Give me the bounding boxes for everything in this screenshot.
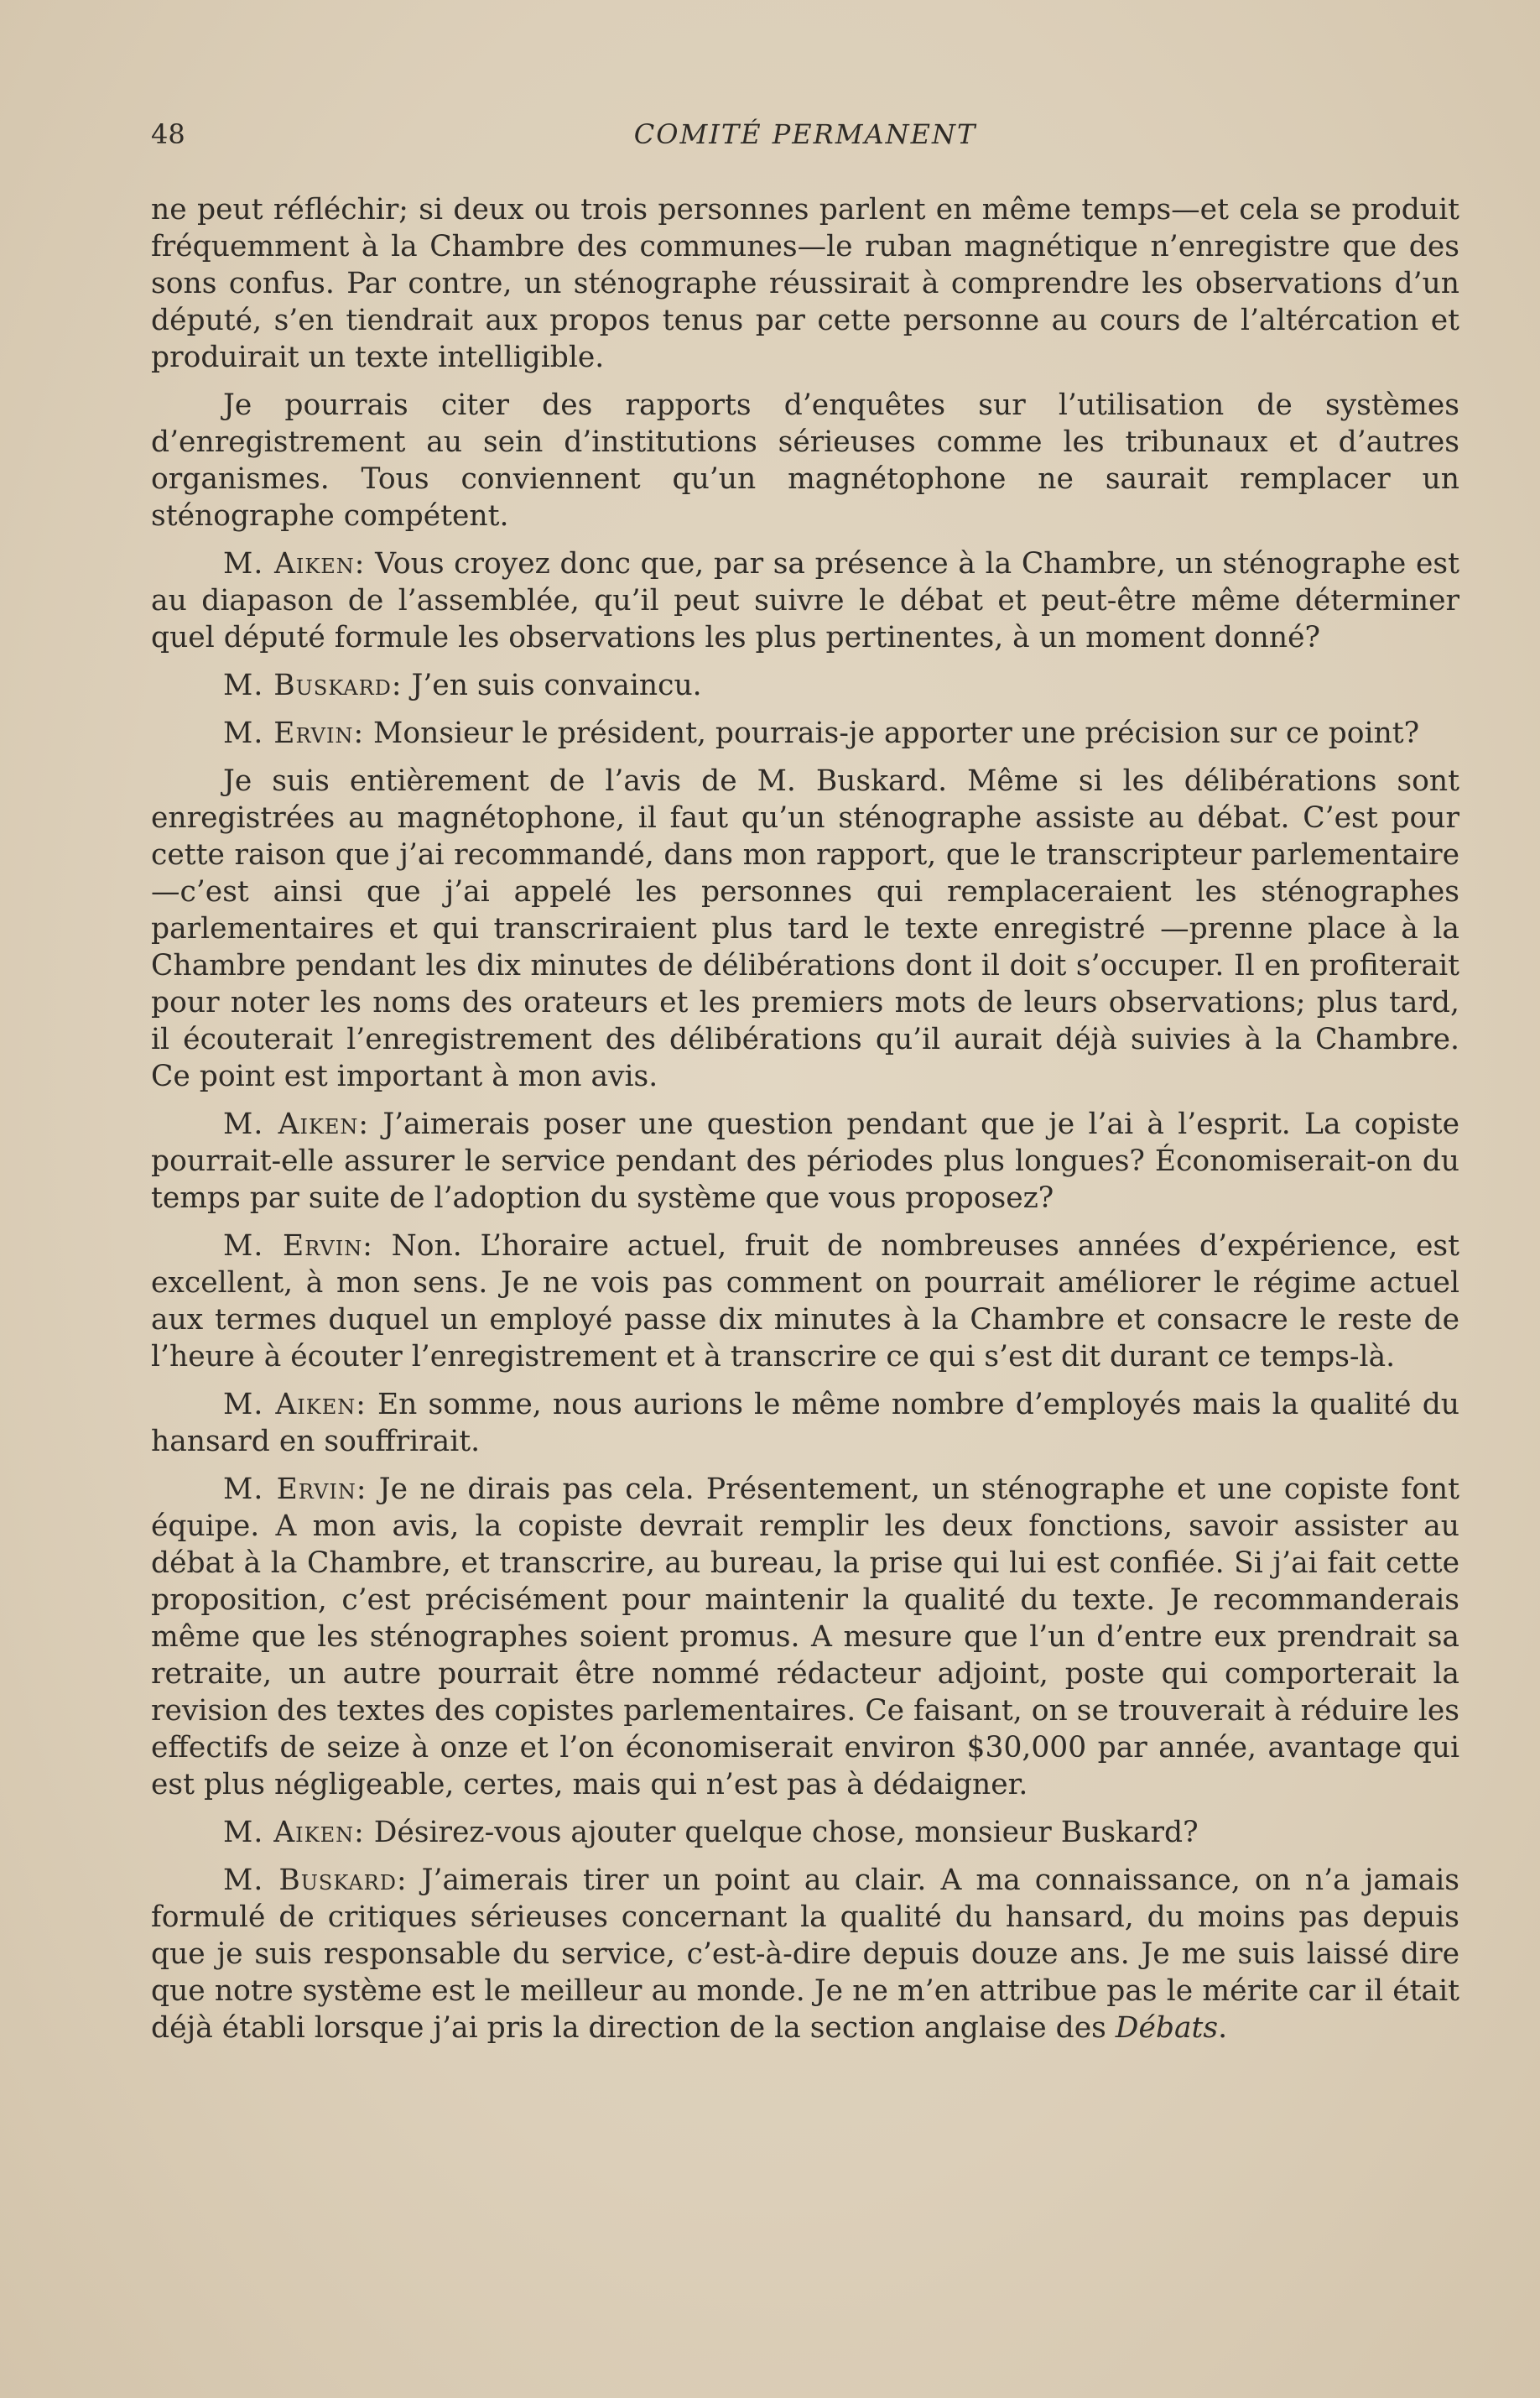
italic-title: Débats bbox=[1115, 2011, 1219, 2045]
speaker-name: M. Ervin: bbox=[223, 1473, 367, 1506]
page-header bbox=[151, 117, 1459, 151]
paragraph bbox=[151, 1106, 1459, 1217]
paragraph-text: Je pourrais citer des rapports d’enquêtes sur l’utilisation de systèmes d’enregistrement au sein d’institutions sérieuses comme les tribunaux et d’autres organismes. Tous conviennent qu’un magnétophone ne saurait remplacer un sténographe compétent. bbox=[151, 388, 1459, 533]
paragraph-text: J’aimerais poser une question pendant que je l’ai à l’esprit. La copiste pourrait-elle assurer le service pendant des périodes plus longues? Économiserait-on du temps par suite de l’adoption du système que vous proposez? bbox=[151, 1108, 1459, 1215]
speaker-name: M. Aiken: bbox=[223, 1108, 370, 1141]
speaker-name: M. Aiken: bbox=[223, 547, 366, 581]
running-head: COMITÉ PERMANENT bbox=[633, 118, 977, 150]
speaker-name: M. Ervin: bbox=[223, 717, 365, 750]
paragraph-text: ne peut réfléchir; si deux ou trois personnes parlent en même temps—et cela se produit fréquemment à la Chambre des communes—le ruban magnétique n’enregistre que des sons confus. Par contre, un sténographe réussirait à comprendre les observations d’un député, s’en tiendrait aux propos tenus par cette personne au cours de l’altércation et produirait un texte intelligible. bbox=[151, 193, 1459, 374]
paragraph-text: Je ne dirais pas cela. Présentement, un sténographe et une copiste font équipe. A mon avis, la copiste devrait remplir les deux fonctions, savoir assister au débat à la Chambre, et transcrire, au bureau, la prise qui lui est confiée. Si j’ai fait cette proposition, c’est précisément pour maintenir la qualité du texte. Je recommanderais même que les sténographes soient promus. A mesure que l’un d’entre eux prendrait sa retraite, un autre pourrait être nommé rédacteur adjoint, poste qui comporterait la revision des textes des copistes parlementaires. Ce faisant, on se trouverait à réduire les effectifs de seize à onze et l’on économiserait environ $30,000 par année, avantage qui est plus négligeable, certes, mais qui n’est pas à dédaigner. bbox=[151, 1473, 1459, 1801]
speaker-name: M. Aiken: bbox=[223, 1816, 365, 1849]
paragraph-text: Monsieur le président, pourrais-je apporter une précision sur ce point? bbox=[364, 717, 1420, 750]
paragraph bbox=[151, 387, 1459, 534]
speaker-name: M. Buskard: bbox=[223, 669, 403, 702]
paragraph-text: J’en suis convaincu. bbox=[402, 669, 702, 702]
paragraph-text: J’aimerais tirer un point au clair. A ma connaissance, on n’a jamais formulé de critiques sérieuses concernant la qualité du hansard, du moins pas depuis que je suis responsable du service, c’est-à-dire depuis douze ans. Je me suis laissé dire que notre système est le meilleur au monde. Je ne m’en attribue pas le mérite car il était déjà établi lorsque j’ai pris la direction de la section anglaise des bbox=[151, 1864, 1459, 2045]
paragraph-text: En somme, nous aurions le même nombre d’employés mais la qualité du hansard en souffrirait. bbox=[151, 1388, 1459, 1458]
paragraph bbox=[151, 763, 1459, 1095]
body-text bbox=[151, 191, 1459, 2057]
speaker-name: M. Buskard: bbox=[223, 1864, 408, 1897]
paragraph bbox=[151, 191, 1459, 376]
paragraph bbox=[151, 1862, 1459, 2046]
paragraph bbox=[151, 1228, 1459, 1375]
paragraph bbox=[151, 715, 1459, 752]
paragraph bbox=[151, 545, 1459, 656]
paragraph-text: Non. L’horaire actuel, fruit de nombreuses années d’expérience, est excellent, à mon sens. Je ne vois pas comment on pourrait améliorer le régime actuel aux termes duquel un employé passe dix minutes à la Chambre et consacre le reste de l’heure à écouter l’enregistrement et à transcrire ce qui s’est dit durant ce temps-là. bbox=[151, 1229, 1459, 1374]
paragraph bbox=[151, 1386, 1459, 1460]
speaker-name: M. Aiken: bbox=[223, 1388, 367, 1421]
paragraph-text: Désirez-vous ajouter quelque chose, monsieur Buskard? bbox=[364, 1816, 1199, 1849]
paragraph-text: Vous croyez donc que, par sa présence à la Chambre, un sténographe est au diapason de l’assemblée, qu’il peut suivre le débat et peut-être même déterminer quel député formule les observations les plus pertinentes, à un moment donné? bbox=[151, 547, 1459, 654]
final-punctuation: . bbox=[1218, 2011, 1228, 2045]
speaker-name: M. Ervin: bbox=[223, 1229, 373, 1263]
paragraph bbox=[151, 1814, 1459, 1851]
paragraph-text: Je suis entièrement de l’avis de M. Buskard. Même si les délibérations sont enregistrées au magnétophone, il faut qu’un sténographe assiste au débat. C’est pour cette raison que j’ai recommandé, dans mon rapport, que le transcripteur parlementaire—c’est ainsi que j’ai appelé les personnes qui remplaceraient les sténographes parlementaires et qui transcriraient plus tard le texte enregistré —prenne place à la Chambre pendant les dix minutes de délibérations dont il doit s’occuper. Il en profiterait pour noter les noms des orateurs et les premiers mots de leurs observations; plus tard, il écouterait l’enregistrement des délibérations qu’il aurait déjà suivies à la Chambre. Ce point est important à mon avis. bbox=[151, 764, 1459, 1093]
page-number: 48 bbox=[151, 118, 185, 150]
paragraph bbox=[151, 1471, 1459, 1803]
paragraph bbox=[151, 667, 1459, 704]
